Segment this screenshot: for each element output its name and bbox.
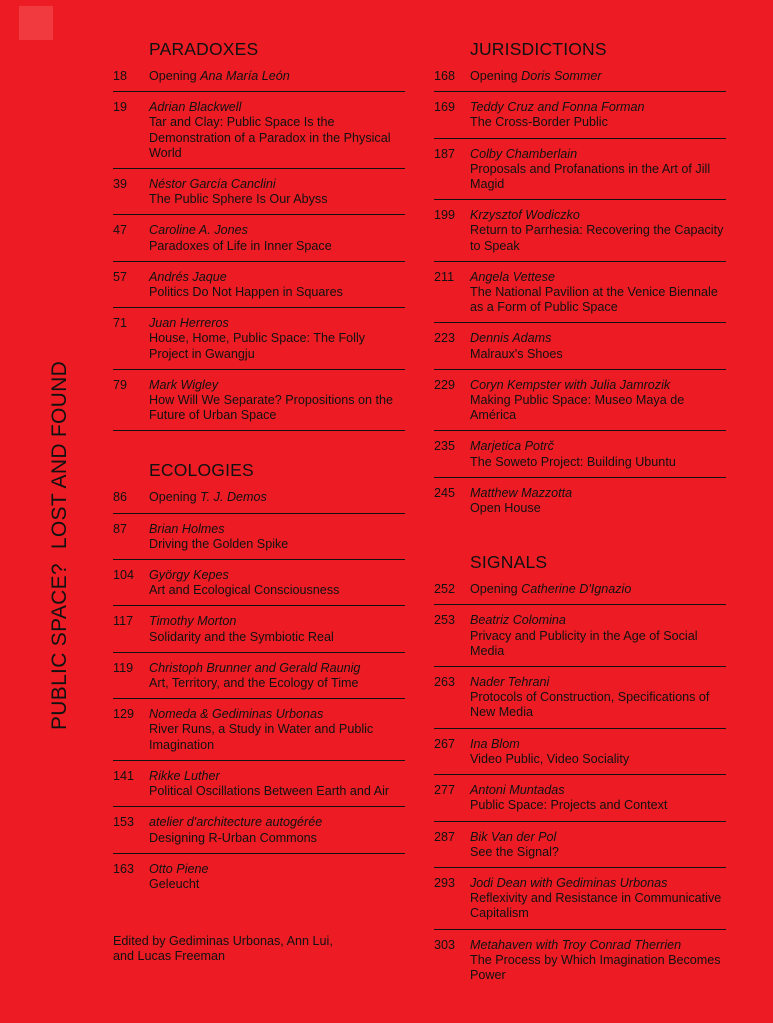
entry-body [470, 876, 726, 922]
page-number: 39 [113, 177, 128, 192]
author-name: Caroline A. Jones [149, 223, 248, 238]
author-name: Jodi Dean with Gediminas Urbonas [470, 875, 668, 890]
essay-title: Video Public, Video Sociality [470, 751, 630, 766]
essay-title: Solidarity and the Symbiotic Real [149, 629, 334, 644]
page-number: 18 [113, 69, 128, 83]
entry-body [149, 707, 405, 753]
toc-entry[interactable] [434, 830, 726, 868]
essay-title: The Cross-Border Public [470, 115, 608, 130]
editor-credits: Edited by Gediminas Urbonas, Ann Lui, and Lucas Freeman [113, 934, 333, 964]
author-name: Teddy Cruz and Fonna Forman [470, 100, 645, 115]
spine-subtitle: LOST AND FOUND [48, 360, 71, 550]
page-number: 119 [113, 660, 134, 675]
entry-body [149, 100, 405, 161]
essay-title: How Will We Separate? Propositions on the Future of Urban Space [149, 393, 394, 423]
page-number: 79 [113, 377, 128, 392]
page-number: 303 [434, 937, 456, 952]
entry-body [149, 177, 405, 207]
entry-body [470, 582, 726, 597]
author-name: Krzysztof Wodiczko [470, 208, 580, 223]
toc-entry[interactable] [113, 862, 405, 899]
toc-entry[interactable] [113, 177, 405, 215]
author-name: Rikke Luther [149, 768, 220, 783]
page-number: 245 [434, 485, 456, 500]
page-number: 199 [434, 208, 456, 223]
page-number: 187 [434, 146, 456, 161]
entry-body [470, 439, 726, 469]
author-name: Andrés Jaque [149, 269, 227, 284]
page-number: 211 [434, 269, 455, 284]
toc-entry[interactable] [434, 613, 726, 667]
section-heading: PARADOXES [149, 39, 259, 59]
essay-title: The Public Sphere Is Our Abyss [149, 192, 328, 207]
corner-square [19, 6, 53, 40]
toc-entry[interactable] [434, 737, 726, 775]
page-number: 235 [434, 439, 456, 454]
page-number: 117 [113, 614, 134, 629]
entry-body [149, 614, 405, 644]
toc-column-right [434, 38, 726, 998]
toc-entry[interactable] [434, 208, 726, 262]
essay-title: Protocols of Construction, Specifications of New Media [470, 690, 710, 720]
toc-entry[interactable] [113, 815, 405, 853]
author-name: Adrian Blackwell [149, 100, 242, 115]
essay-title: Proposals and Profanations in the Art of Jill Magid [470, 161, 711, 192]
spine-title [48, 290, 72, 730]
author-name: Christoph Brunner and Gerald Raunig [149, 660, 361, 675]
author-name: Doris Sommer [521, 69, 602, 83]
opening-label: Opening [470, 582, 522, 597]
author-name: Ana María León [200, 69, 290, 83]
page-number: 293 [434, 875, 456, 890]
page-number: 47 [113, 223, 128, 238]
toc-entry[interactable] [434, 783, 726, 821]
essay-title: The Soweto Project: Building Ubuntu [470, 454, 676, 469]
essay-title: Tar and Clay: Public Space Is the Demonstration of a Paradox in the Physical World [149, 115, 391, 160]
author-name: Marjetica Potrč [470, 439, 554, 454]
toc-entry[interactable] [434, 331, 726, 369]
author-name: Nader Tehrani [470, 675, 550, 690]
essay-title: Politics Do Not Happen in Squares [149, 285, 343, 300]
author-name: T. J. Demos [200, 490, 267, 505]
entry-body [149, 69, 405, 84]
page-number: 223 [434, 331, 456, 346]
entry-body [149, 769, 405, 799]
entry-body [149, 490, 405, 505]
toc-entry[interactable] [113, 707, 405, 761]
toc-entry[interactable] [113, 490, 405, 513]
author-name: Matthew Mazzotta [470, 485, 573, 500]
toc-entry[interactable] [113, 769, 405, 807]
section-heading: SIGNALS [470, 552, 548, 573]
entry-body [470, 147, 726, 193]
opening-label: Opening [149, 490, 201, 505]
essay-title: Privacy and Publicity in the Age of Social Media [470, 628, 698, 658]
essay-title: House, Home, Public Space: The Folly Project in Gwangju [149, 331, 366, 361]
toc-entry[interactable] [113, 661, 405, 699]
page-number: 277 [434, 783, 456, 798]
toc-entry[interactable] [113, 378, 405, 432]
entry-body [470, 378, 726, 424]
page-number: 87 [113, 521, 128, 536]
entry-body [149, 522, 405, 552]
essay-title: Malraux's Shoes [470, 346, 563, 361]
essay-title: Designing R-Urban Commons [149, 830, 317, 845]
toc-entry[interactable] [113, 270, 405, 308]
entry-body [470, 100, 726, 130]
entry-body [470, 675, 726, 721]
essay-title: See the Signal? [470, 844, 559, 859]
essay-title: Return to Parrhesia: Recovering the Capacity to Speak [470, 223, 724, 253]
toc-entry[interactable] [434, 439, 726, 477]
page-number: 263 [434, 675, 456, 690]
toc-entry[interactable] [434, 582, 726, 605]
entry-body [149, 316, 405, 362]
essay-title: Open House [470, 501, 541, 516]
author-name: Angela Vettese [470, 269, 555, 284]
toc-entry[interactable] [113, 614, 405, 652]
toc-entry[interactable] [434, 69, 726, 92]
entry-body [149, 378, 405, 424]
page-number: 168 [434, 69, 456, 83]
page-number: 169 [434, 100, 456, 115]
toc-column-left [113, 38, 405, 907]
entry-body [149, 223, 405, 253]
essay-title: Art, Territory, and the Ecology of Time [149, 676, 359, 691]
page-number: 253 [434, 613, 456, 628]
essay-title: Paradoxes of Life in Inner Space [149, 238, 332, 253]
entry-body [470, 331, 726, 361]
author-name: Juan Herreros [149, 316, 229, 331]
entry-body [470, 69, 726, 84]
author-name: Otto Piene [149, 861, 209, 876]
author-name: Brian Holmes [149, 521, 225, 536]
entry-body [470, 270, 726, 316]
author-name: Metahaven with Troy Conrad Therrien [470, 937, 682, 952]
entry-body [470, 737, 726, 767]
author-name: Colby Chamberlain [470, 146, 578, 161]
essay-title: The Process by Which Imagination Becomes Power [470, 952, 721, 982]
entry-body [149, 568, 405, 598]
toc-entry[interactable] [434, 100, 726, 138]
author-name: Nomeda & Gediminas Urbonas [149, 707, 324, 722]
author-name: György Kepes [149, 568, 229, 583]
page-number: 141 [113, 768, 135, 783]
page-number: 153 [113, 815, 135, 830]
opening-label: Opening [149, 69, 201, 83]
author-name: Coryn Kempster with Julia Jamrozik [470, 377, 671, 392]
author-name: Ina Blom [470, 736, 520, 751]
author-name: atelier d'architecture autogérée [149, 815, 323, 830]
author-name: Timothy Morton [149, 614, 237, 629]
author-name: Antoni Muntadas [470, 783, 565, 798]
essay-title: Driving the Golden Spike [149, 536, 289, 551]
section-gap [113, 439, 405, 459]
page-number: 129 [113, 707, 135, 722]
essay-title: Public Space: Projects and Context [470, 798, 668, 813]
essay-title: The National Pavilion at the Venice Biennale as a Form of Public Space [470, 285, 718, 315]
entry-body [470, 208, 726, 254]
toc-entry[interactable] [434, 147, 726, 201]
essay-title: Making Public Space: Museo Maya de América [470, 393, 685, 423]
page-number: 287 [434, 829, 456, 844]
essay-title: Geleucht [149, 876, 200, 891]
toc-entry[interactable] [434, 486, 726, 523]
toc-entry[interactable] [434, 876, 726, 930]
entry-body [149, 862, 405, 892]
section-heading: JURISDICTIONS [470, 39, 607, 59]
author-name: Bik Van der Pol [470, 829, 557, 844]
author-name: Catherine D'Ignazio [521, 582, 632, 597]
entry-body [470, 783, 726, 813]
author-name: Mark Wigley [149, 377, 219, 392]
toc-entry[interactable] [113, 223, 405, 261]
essay-title: Reflexivity and Resistance in Communicative Capitalism [470, 891, 722, 921]
essay-title: River Runs, a Study in Water and Public Imagination [149, 722, 374, 752]
entry-body [470, 486, 726, 516]
author-name: Néstor García Canclini [149, 177, 276, 192]
entry-body [470, 613, 726, 659]
toc-entry[interactable] [113, 316, 405, 370]
author-name: Beatriz Colomina [470, 613, 566, 628]
page-number: 267 [434, 736, 456, 751]
toc-entry[interactable] [113, 69, 405, 92]
page-number: 252 [434, 582, 456, 597]
page-number: 19 [113, 100, 128, 115]
entry-body [149, 661, 405, 691]
page-number: 229 [434, 377, 456, 392]
toc-entry[interactable] [113, 522, 405, 560]
toc-entry[interactable] [113, 100, 405, 169]
page-number: 104 [113, 568, 135, 583]
entry-body [149, 815, 405, 845]
section-gap [434, 531, 726, 551]
entry-body [470, 830, 726, 860]
page-number: 86 [113, 490, 128, 505]
essay-title: Political Oscillations Between Earth and Air [149, 784, 390, 799]
toc-entry[interactable] [434, 270, 726, 324]
essay-title: Art and Ecological Consciousness [149, 583, 340, 598]
opening-label: Opening [470, 69, 522, 83]
page-number: 71 [113, 316, 128, 331]
toc-entry[interactable] [434, 938, 726, 991]
toc-entry[interactable] [113, 568, 405, 606]
entry-body [470, 938, 726, 984]
page-number: 163 [113, 861, 135, 876]
entry-body [149, 270, 405, 300]
spine-main-title: PUBLIC SPACE? [48, 563, 71, 730]
author-name: Dennis Adams [470, 331, 552, 346]
toc-entry[interactable] [434, 675, 726, 729]
toc-entry[interactable] [434, 378, 726, 432]
section-heading: ECOLOGIES [149, 460, 254, 481]
page-number: 57 [113, 269, 128, 284]
